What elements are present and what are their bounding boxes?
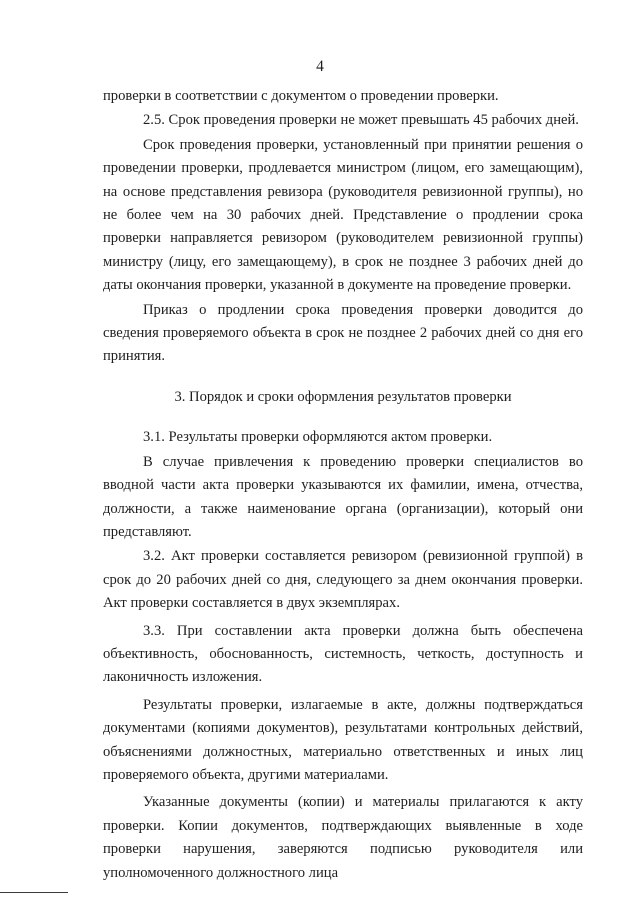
paragraph-attachments: Указанные документы (копии) и материалы прилагаются к акту проверки. Копии документов, подтверждающих выявленные в ходе проверки нарушения, заверяются подписью руководителя или уполномоченного должностного лица: [103, 794, 583, 881]
paragraph-3-1: 3.1. Результаты проверки оформляются актом проверки.: [143, 429, 493, 446]
paragraph-continuation: проверки в соответствии с документом о проведении проверки.: [103, 88, 499, 104]
paragraph-specialists: В случае привлечения к проведению проверки специалистов во вводной части акта проверки указываются их фамилии, имена, отчества, должности, а также наименование органа (организации), который они представляют.: [103, 453, 583, 540]
paragraph-term-extension: Срок проведения проверки, установленный при принятии решения о проведении проверки, продлевается министром (лицом, его замещающим), на основе представления ревизора (руководителя ревизионной группы), но не более чем на 30 рабочих дней. Представление о продлении срока проверки направляется ревизором (руководителем ревизионной группы) министру (лицу, его замещающему), в срок не позднее 3 рабочих дней до даты окончания проверки, указанной в документе на проведение проверки.: [103, 136, 583, 294]
paragraph-2-5: 2.5. Срок проведения проверки не может превышать 45 рабочих дней.: [143, 112, 579, 129]
paragraph-results-evidence: Результаты проверки, излагаемые в акте, должны подтверждаться документами (копиями документов), результатами контрольных действий, объяснениями должностных, материально ответственных и иных лиц проверяемого объекта, другими материалами.: [103, 696, 583, 783]
paragraph-3-2: 3.2. Акт проверки составляется ревизором (ревизионной группой) в срок до 20 рабочих дней со дня, следующего за днем окончания проверки. Акт проверки составляется в двух экземплярах.: [103, 548, 583, 612]
paragraph-extension-order: Приказ о продлении срока проведения проверки доводится до сведения проверяемого объекта в срок не позднее 2 рабочих дней со дня его принятия.: [103, 301, 583, 365]
section-3-heading: 3. Порядок и сроки оформления результатов проверки: [174, 388, 512, 405]
document-body: [103, 85, 583, 885]
footnote-divider: [0, 892, 68, 893]
paragraph-3-3: 3.3. При составлении акта проверки должна быть обеспечена объективность, обоснованность, системность, четкость, доступность и лаконичность изложения.: [103, 622, 583, 686]
page-number: 4: [316, 58, 324, 75]
